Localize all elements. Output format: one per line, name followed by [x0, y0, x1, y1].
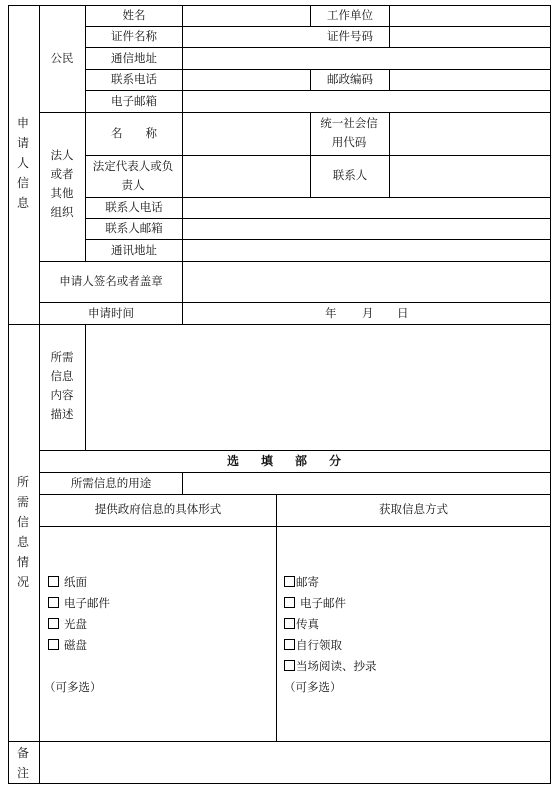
method-option-fax[interactable]: 传真 [284, 617, 319, 632]
remarks-field[interactable] [40, 742, 550, 783]
forms-note: （可多选） [44, 680, 102, 694]
method-option-pickup[interactable]: 自行领取 [284, 638, 342, 653]
name-label: 姓名 [122, 8, 146, 22]
row-line [39, 302, 551, 303]
form-option-cd[interactable]: 光盘 [48, 617, 87, 632]
col-line [310, 112, 311, 198]
postcode-field[interactable] [390, 70, 550, 90]
checkbox-icon[interactable] [284, 639, 295, 650]
signature-field[interactable] [183, 262, 550, 302]
phone-label: 联系电话 [111, 72, 157, 86]
contact-label: 联系人 [332, 168, 368, 182]
applicant-section-label: 申请人信息 [16, 116, 29, 210]
purpose-label: 所需信息的用途 [70, 476, 152, 490]
contact-phone-label: 联系人电话 [105, 200, 163, 214]
checkbox-icon[interactable] [284, 597, 295, 608]
signature-label: 申请人签名或者盖章 [59, 274, 163, 288]
address-field[interactable] [183, 48, 550, 69]
border-bottom [8, 783, 551, 784]
contact-email-field[interactable] [183, 219, 550, 239]
row-line [39, 450, 551, 451]
desc-label: 所需信息内容描述 [50, 350, 74, 421]
email-label: 电子邮箱 [111, 94, 157, 108]
phone-field[interactable] [183, 70, 310, 90]
org-address-field[interactable] [183, 240, 550, 261]
checkbox-icon[interactable] [284, 618, 295, 629]
checkbox-icon[interactable] [284, 576, 295, 587]
form-option-disk[interactable]: 磁盘 [48, 638, 87, 653]
methods-note: （可多选） [284, 680, 342, 694]
org-name-field[interactable] [183, 113, 310, 155]
form-option-email[interactable]: 电子邮件 [48, 596, 110, 611]
legal-rep-label: 法定代表人或负责人 [92, 159, 174, 192]
name-field[interactable] [183, 6, 310, 26]
method-option-email[interactable]: 电子邮件 [284, 596, 346, 611]
time-label: 申请时间 [88, 306, 134, 320]
org-address-label: 通讯地址 [111, 243, 157, 257]
method-option-onsite[interactable]: 当场阅读、抄录 [284, 659, 377, 674]
id-number-label: 证件号码 [327, 29, 373, 43]
row-line [39, 526, 551, 527]
checkbox-icon[interactable] [284, 660, 295, 671]
legal-rep-field[interactable] [183, 156, 310, 197]
date-month: 月 [362, 306, 374, 320]
email-field[interactable] [183, 91, 550, 112]
contact-phone-field[interactable] [183, 198, 550, 218]
id-number-field[interactable] [390, 27, 550, 47]
method-header: 获取信息方式 [379, 502, 448, 516]
checkbox-icon[interactable] [48, 639, 59, 650]
checkbox-icon[interactable] [48, 597, 59, 608]
employer-field[interactable] [390, 6, 550, 26]
section-divider [39, 5, 40, 784]
method-option-mail[interactable]: 邮寄 [284, 575, 319, 590]
form-header: 提供政府信息的具体形式 [94, 502, 222, 516]
postcode-label: 邮政编码 [327, 72, 373, 86]
address-label: 通信地址 [111, 51, 157, 65]
credit-code-field[interactable] [390, 113, 550, 155]
employer-label: 工作单位 [327, 8, 373, 22]
date-year: 年 [325, 306, 337, 320]
border-right [550, 5, 551, 784]
contact-field[interactable] [390, 156, 550, 197]
optional-title: 选填部分 [226, 454, 363, 468]
desc-field[interactable] [86, 325, 550, 450]
credit-code-label: 统一社会信用代码 [320, 116, 378, 149]
checkbox-icon[interactable] [48, 576, 59, 587]
org-name-label: 名 称 [111, 126, 157, 140]
form-option-paper[interactable]: 纸面 [48, 575, 87, 590]
date-day: 日 [397, 306, 409, 320]
contact-email-label: 联系人邮箱 [105, 221, 163, 235]
checkbox-icon[interactable] [48, 618, 59, 629]
citizen-label: 公民 [50, 51, 74, 65]
border-left [8, 5, 9, 784]
info-section-label: 所需信息情况 [16, 475, 29, 589]
org-label: 法人或者其他组织 [50, 148, 74, 219]
purpose-field[interactable] [183, 473, 550, 494]
remarks-label: 备注 [16, 746, 29, 780]
id-type-label: 证件名称 [111, 29, 157, 43]
col-line [276, 494, 277, 742]
row-line [39, 494, 551, 495]
id-type-field[interactable] [183, 27, 310, 47]
